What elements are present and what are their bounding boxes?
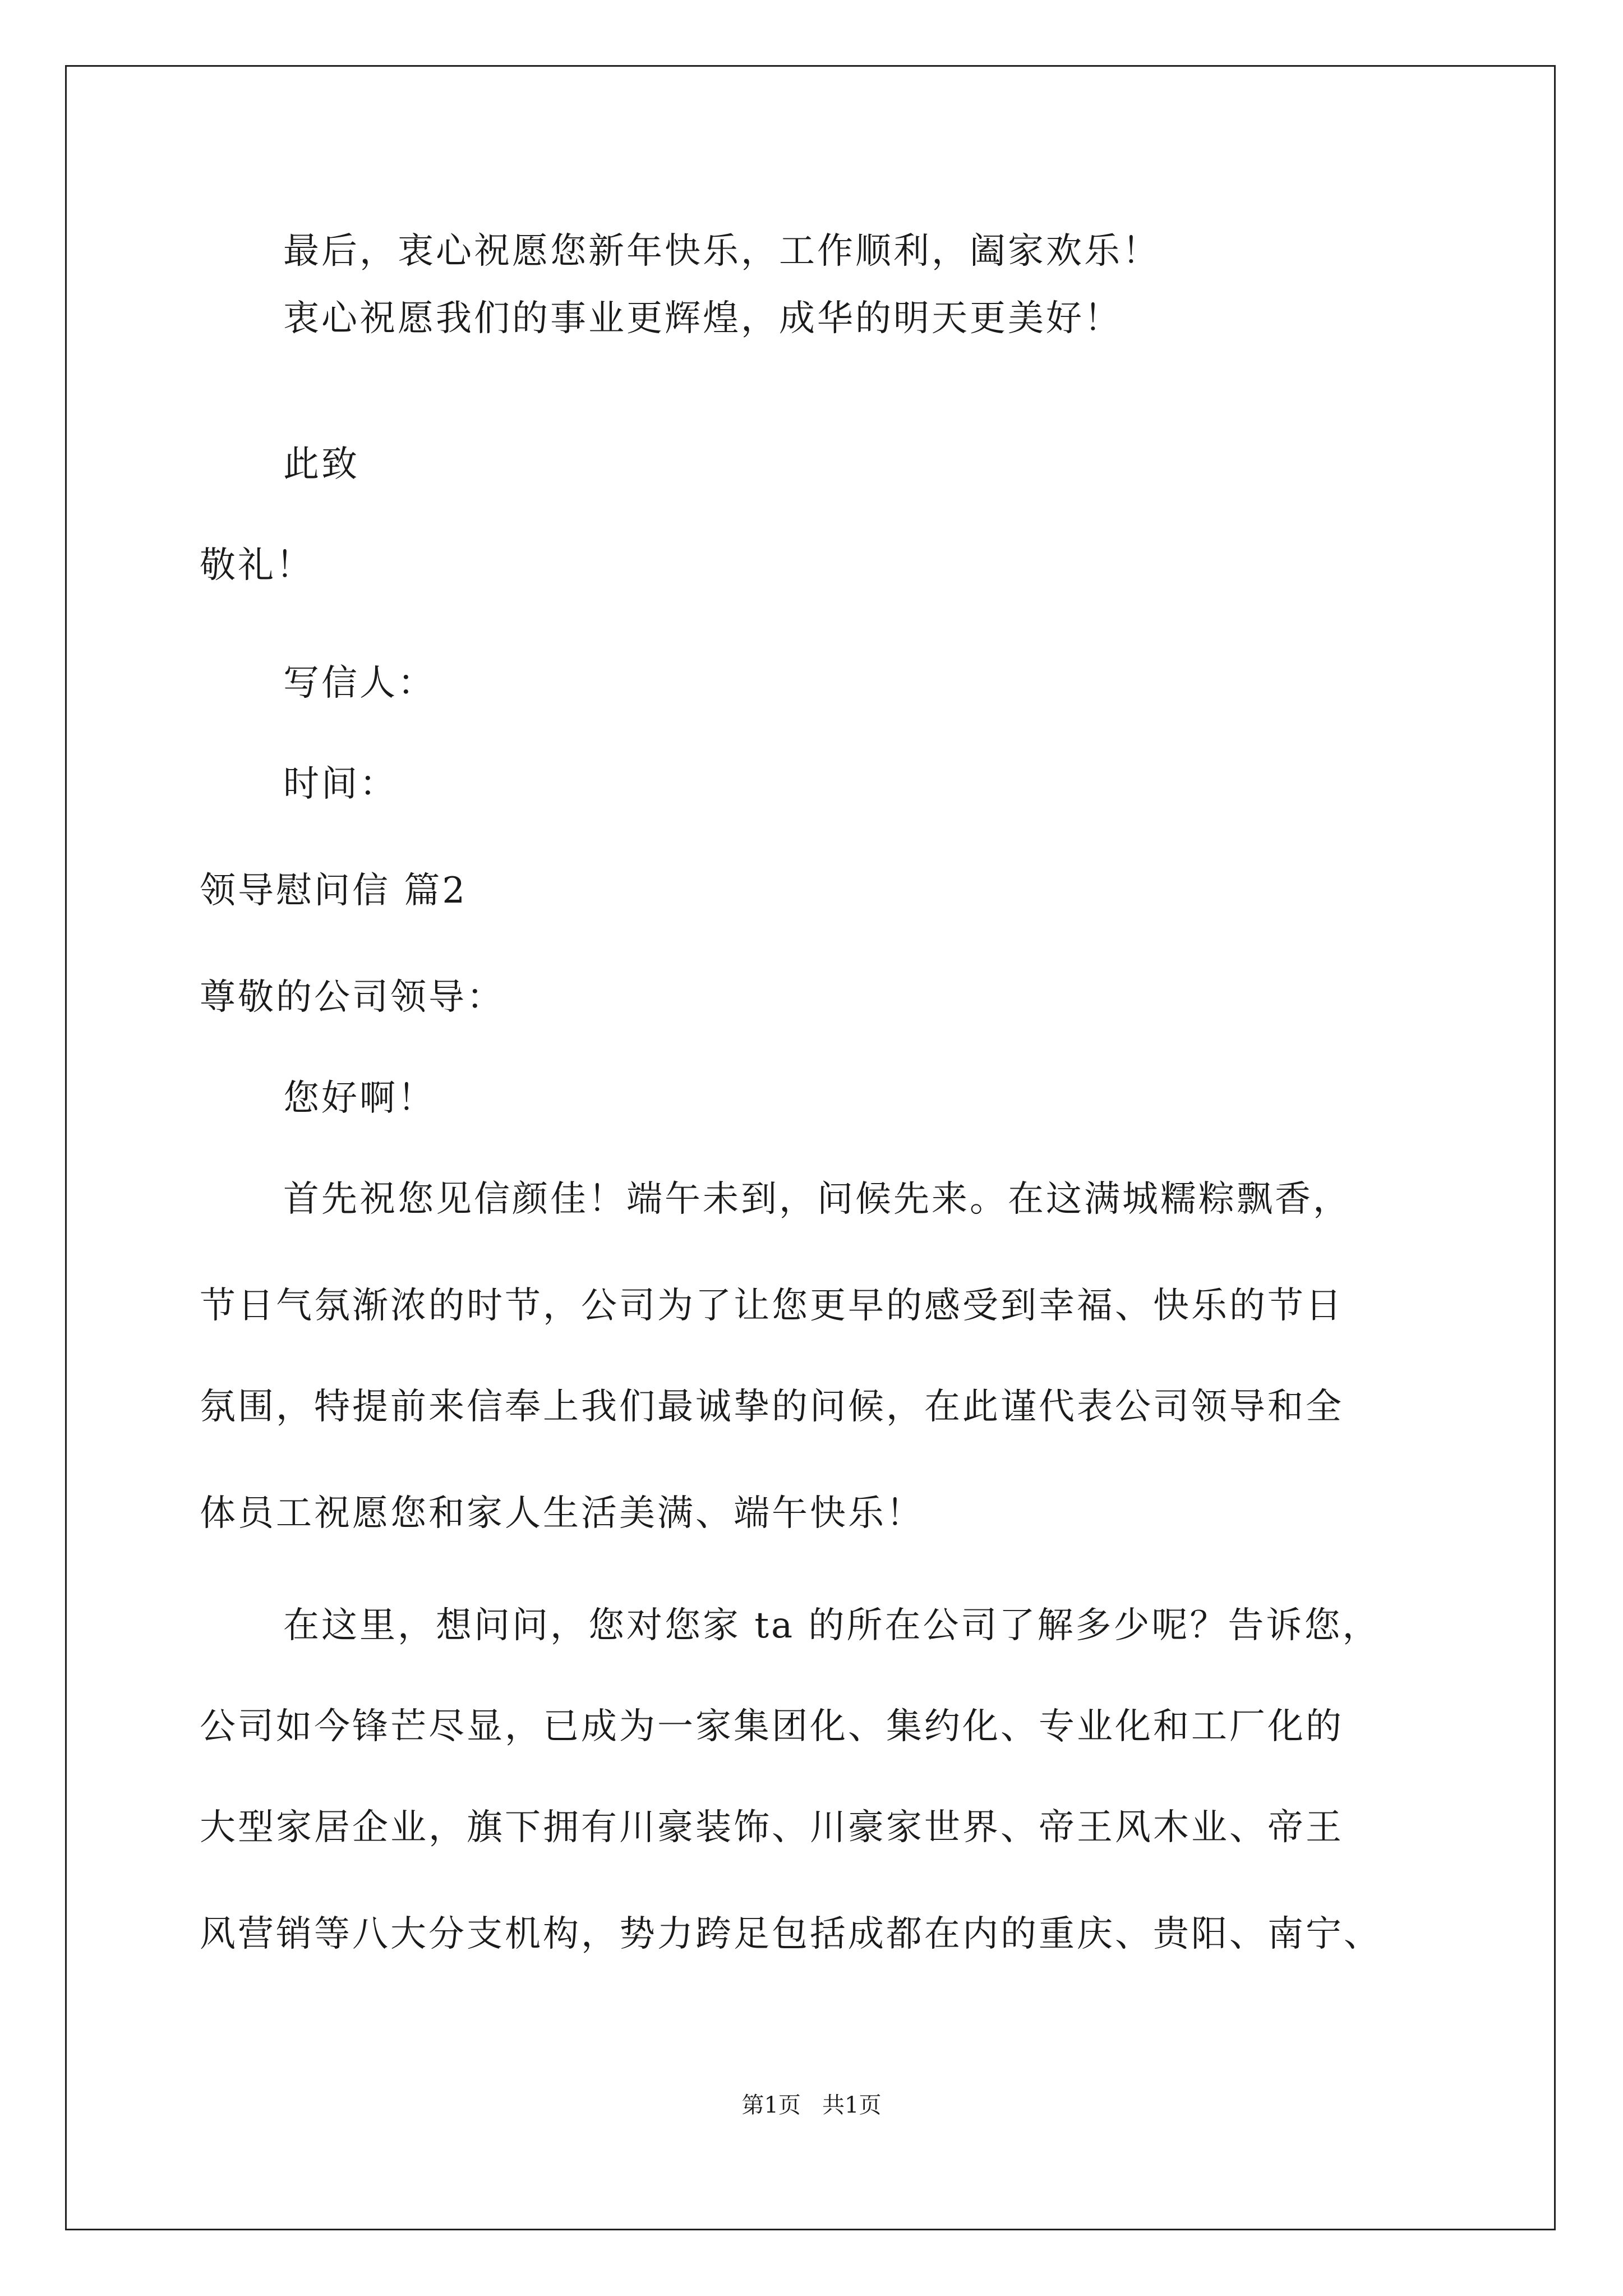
page-footer: 第1页 共1页 — [741, 2092, 882, 2118]
paragraph-line: 节日气氛渐浓的时节，公司为了让您更早的感受到幸福、快乐的节日 — [200, 1285, 1344, 1327]
letter-hello: 您好啊！ — [283, 1078, 436, 1119]
signature-date-label: 时间： — [283, 763, 398, 805]
closing-wish-line: 最后，衷心祝愿您新年快乐，工作顺利，阖家欢乐！ — [283, 231, 1160, 272]
paragraph-line: 风营销等八大分支机构，势力跨足包括成都在内的重庆、贵阳、南宁、 — [200, 1913, 1382, 1955]
salutation-jingli: 敬礼！ — [200, 545, 314, 586]
paragraph-line: 体员工祝愿您和家人生活美满、端午快乐！ — [200, 1493, 924, 1534]
page-border — [65, 65, 1556, 2230]
letter-greeting: 尊敬的公司领导： — [200, 977, 505, 1018]
paragraph-line: 在这里，想问问，您对您家 ta 的所在公司了解多少呢？告诉您， — [283, 1605, 1381, 1646]
paragraph-line: 公司如今锋芒尽显，已成为一家集团化、集约化、专业化和工厂化的 — [200, 1706, 1344, 1747]
closing-wish-line-2: 衷心祝愿我们的事业更辉煌，成华的明天更美好！ — [283, 298, 1122, 339]
paragraph-line: 大型家居企业，旗下拥有川豪装饰、川豪家世界、帝王风木业、帝王 — [200, 1807, 1344, 1848]
section-heading: 领导慰问信 篇2 — [200, 870, 468, 912]
paragraph-line: 氛围，特提前来信奉上我们最诚挚的问候，在此谨代表公司领导和全 — [200, 1386, 1344, 1428]
salutation-cizhi: 此致 — [283, 444, 359, 485]
signature-writer-label: 写信人： — [283, 662, 436, 704]
paragraph-line: 首先祝您见信颜佳！端午未到，问候先来。在这满城糯粽飘香， — [283, 1179, 1351, 1220]
